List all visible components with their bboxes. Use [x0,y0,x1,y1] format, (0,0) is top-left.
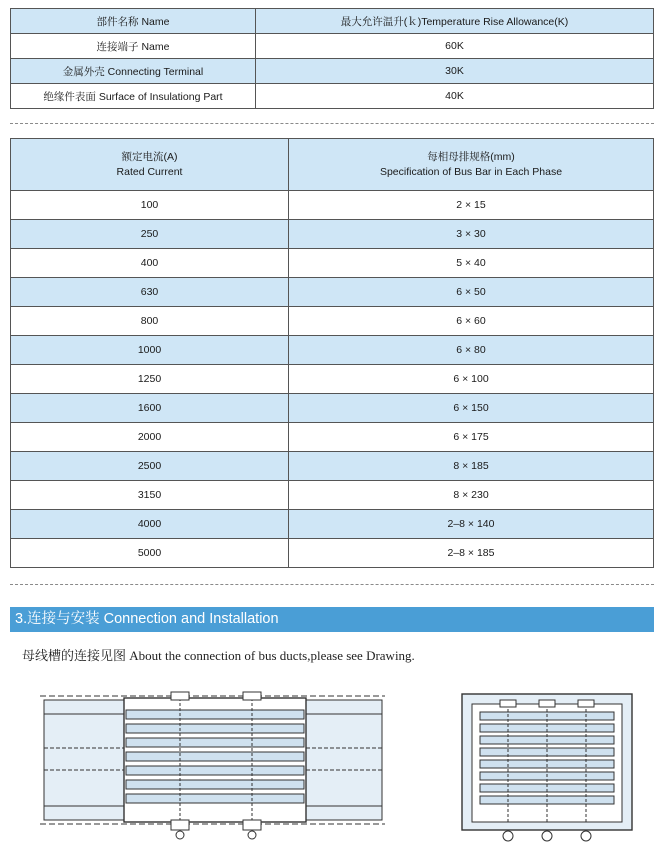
busbar-spec-cell: 2–8 × 185 [289,539,654,568]
header-temperature-allowance: 最大允许温升(ｋ)Temperature Rise Allowance(K) [256,9,654,34]
busbar-specification-table [10,138,654,568]
rated-current-cell: 2000 [11,423,289,452]
busbar-spec-cell: 8 × 230 [289,481,654,510]
table-row [11,34,654,59]
table-row [11,84,654,109]
table-row [11,336,654,365]
table-row [11,365,654,394]
dashed-divider [10,123,654,124]
rated-current-cell: 800 [11,307,289,336]
dashed-divider [10,584,654,585]
table-row [11,249,654,278]
rated-current-cell: 4000 [11,510,289,539]
rated-current-cell: 3150 [11,481,289,510]
busbar-spec-cell: 3 × 30 [289,220,654,249]
table-row [11,307,654,336]
busbar-spec-cell: 6 × 80 [289,336,654,365]
table-row [11,278,654,307]
table-row [11,481,654,510]
busbar-spec-cell: 6 × 50 [289,278,654,307]
header-part-name: 部件名称 Name [11,9,256,34]
header-rated-current-cn: 额定电流(A) [121,150,178,163]
busbar-spec-cell: 6 × 175 [289,423,654,452]
allowance-cell: 30K [256,59,654,84]
table-row [11,220,654,249]
rated-current-cell: 400 [11,249,289,278]
header-busbar-spec-cn: 每相母排规格(mm) [427,150,515,163]
busbar-spec-cell: 6 × 100 [289,365,654,394]
header-busbar-spec [289,139,654,191]
part-name-cell: 连接端子 Name [11,34,256,59]
rated-current-cell: 5000 [11,539,289,568]
allowance-cell: 40K [256,84,654,109]
rated-current-cell: 1250 [11,365,289,394]
temperature-rise-table [10,8,654,109]
rated-current-cell: 630 [11,278,289,307]
table-row [11,394,654,423]
allowance-cell: 60K [256,34,654,59]
rated-current-cell: 1600 [11,394,289,423]
busbar-spec-cell: 2 × 15 [289,191,654,220]
section-heading: 3.连接与安装 Connection and Installation [10,607,654,632]
header-rated-current [11,139,289,191]
header-busbar-spec-en: Specification of Bus Bar in Each Phase [379,165,563,178]
rated-current-cell: 1000 [11,336,289,365]
table-row [11,539,654,568]
rated-current-cell: 100 [11,191,289,220]
busduct-connection-side-view [40,688,385,846]
rated-current-cell: 2500 [11,452,289,481]
drawing-caption: 母线槽的连接见图 About the connection of bus ducts,please see Drawing. [22,648,415,663]
part-name-cell: 绝缘件表面 Surface of Insulationg Part [11,84,256,109]
busbar-spec-cell: 6 × 150 [289,394,654,423]
table-row [11,452,654,481]
table-row [11,59,654,84]
busbar-spec-cell: 5 × 40 [289,249,654,278]
table-header-row [11,139,654,191]
header-rated-current-en: Rated Current [116,165,183,178]
rated-current-cell: 250 [11,220,289,249]
busbar-spec-cell: 6 × 60 [289,307,654,336]
table-header-row [11,9,654,34]
part-name-cell: 金属外壳 Connecting Terminal [11,59,256,84]
busbar-spec-cell: 8 × 185 [289,452,654,481]
table-row [11,191,654,220]
busduct-connection-end-view [458,690,638,846]
table-row [11,510,654,539]
table-row [11,423,654,452]
busbar-spec-cell: 2–8 × 140 [289,510,654,539]
